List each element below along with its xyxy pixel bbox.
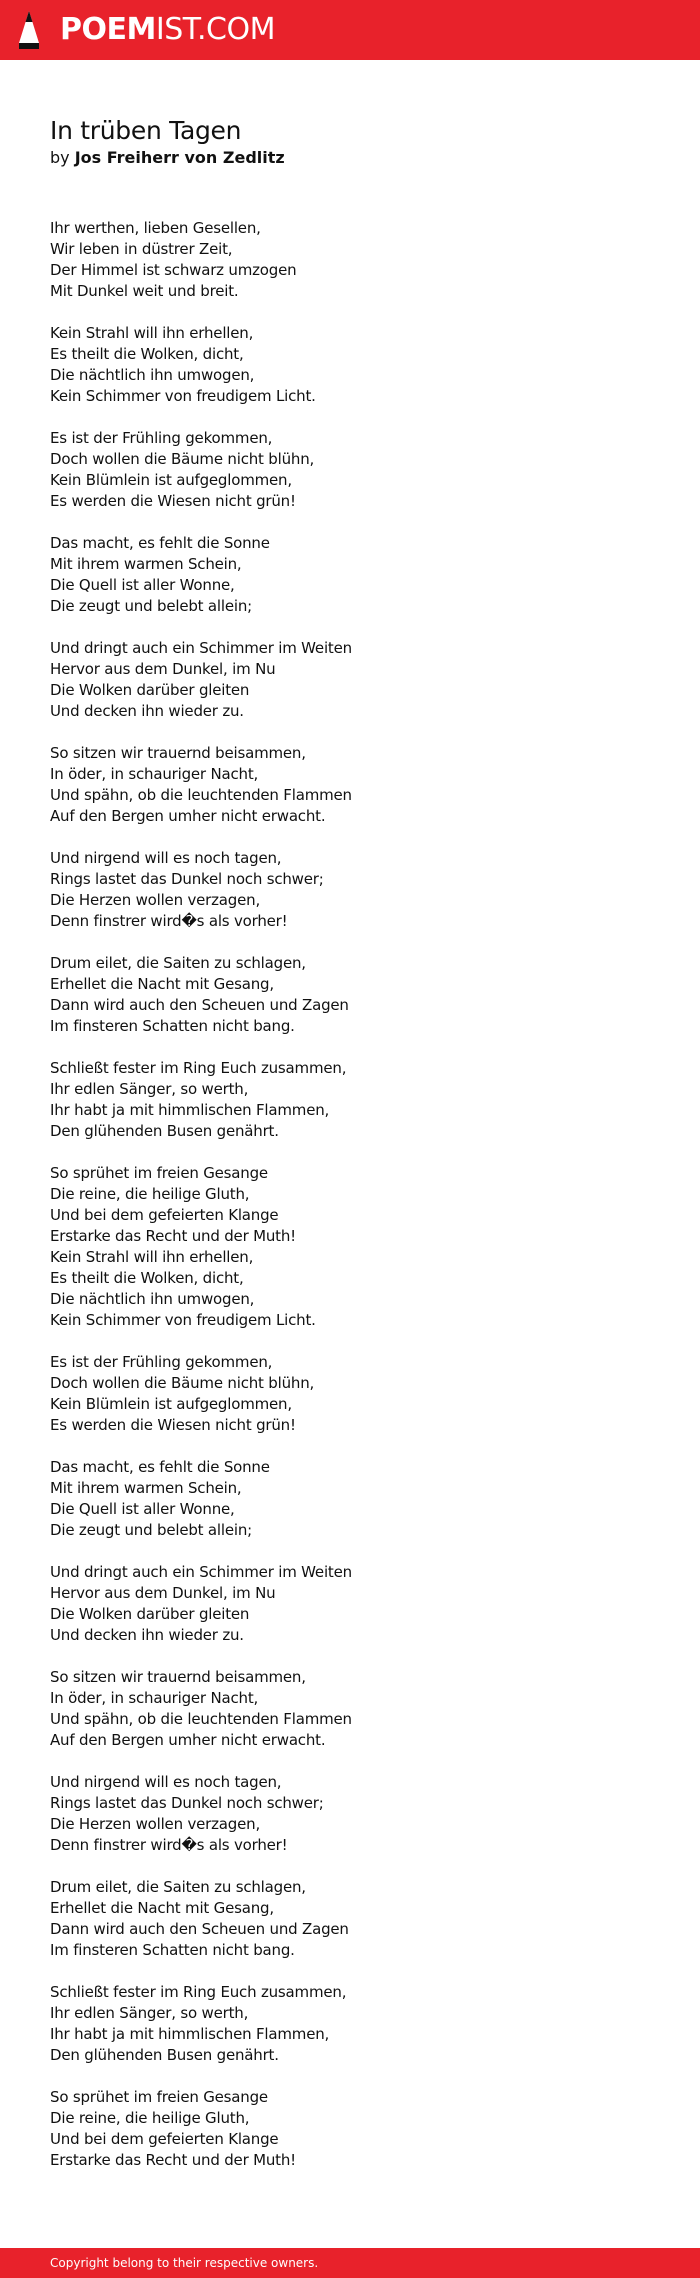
- poem-line: Kein Blümlein ist aufgeglommen,: [50, 1395, 292, 1413]
- site-header: [0, 0, 700, 60]
- poem-line: Die Wolken darüber gleiten: [50, 1605, 250, 1623]
- poem-line: Die zeugt und belebt allein;: [50, 1521, 252, 1539]
- poem-stanza: [50, 1562, 650, 1646]
- poem-stanza: [50, 218, 650, 302]
- poem-line: Es werden die Wiesen nicht grün!: [50, 492, 296, 510]
- poem-line: Denn finstrer wird�s als vorher!: [50, 912, 288, 930]
- poem-line: Drum eilet, die Saiten zu schlagen,: [50, 1878, 306, 1896]
- poem-line: Kein Schimmer von freudigem Licht.: [50, 1311, 316, 1329]
- logo-regular-text: IST.COM: [155, 12, 275, 47]
- poem-line: Dann wird auch den Scheuen und Zagen: [50, 996, 349, 1014]
- poem-stanza: [50, 1667, 650, 1751]
- poem-line: Mit ihrem warmen Schein,: [50, 555, 242, 573]
- poem-line: Den glühenden Busen genährt.: [50, 2046, 279, 2064]
- poem-line: Und dringt auch ein Schimmer im Weiten: [50, 1563, 352, 1581]
- poem-line: Drum eilet, die Saiten zu schlagen,: [50, 954, 306, 972]
- poem-author: Jos Freiherr von Zedlitz: [74, 148, 285, 167]
- poem-stanza: [50, 638, 650, 722]
- poem-line: Es theilt die Wolken, dicht,: [50, 1269, 244, 1287]
- poem-line: Und nirgend will es noch tagen,: [50, 1773, 282, 1791]
- poem-line: Die nächtlich ihn umwogen,: [50, 366, 255, 384]
- poem-line: Mit Dunkel weit und breit.: [50, 282, 239, 300]
- poem-stanza: [50, 533, 650, 617]
- poem-line: Die Quell ist aller Wonne,: [50, 576, 235, 594]
- poem-line: Hervor aus dem Dunkel, im Nu: [50, 1584, 276, 1602]
- poem-line: Doch wollen die Bäume nicht blühn,: [50, 450, 315, 468]
- poem-line: Den glühenden Busen genährt.: [50, 1122, 279, 1140]
- poem-line: Im finsteren Schatten nicht bang.: [50, 1017, 295, 1035]
- poem-line: Kein Blümlein ist aufgeglommen,: [50, 471, 292, 489]
- poem-line: Doch wollen die Bäume nicht blühn,: [50, 1374, 315, 1392]
- poem-line: Hervor aus dem Dunkel, im Nu: [50, 660, 276, 678]
- poem-line: Die Herzen wollen verzagen,: [50, 891, 261, 909]
- poem-line: So sitzen wir trauernd beisammen,: [50, 744, 306, 762]
- poem-stanza: [50, 323, 650, 407]
- poem-byline: [50, 146, 285, 170]
- poem-line: In öder, in schauriger Nacht,: [50, 765, 259, 783]
- poem-line: Der Himmel ist schwarz umzogen: [50, 261, 297, 279]
- byline-prefix: by: [50, 148, 70, 167]
- poem-line: Erstarke das Recht und der Muth!: [50, 1227, 296, 1245]
- logo-bold-text: POEM: [60, 12, 156, 47]
- poem-line: Das macht, es fehlt die Sonne: [50, 1458, 270, 1476]
- poem-line: Erstarke das Recht und der Muth!: [50, 2151, 296, 2169]
- poem-line: Die Wolken darüber gleiten: [50, 681, 250, 699]
- poem-stanza: [50, 1982, 650, 2066]
- poem-stanza: [50, 428, 650, 512]
- poem-line: Es ist der Frühling gekommen,: [50, 1353, 273, 1371]
- poem-stanza: [50, 1163, 650, 1247]
- poem-line: Im finsteren Schatten nicht bang.: [50, 1941, 295, 1959]
- poem-line: Rings lastet das Dunkel noch schwer;: [50, 870, 324, 888]
- poem-line: Und bei dem gefeierten Klange: [50, 2130, 279, 2148]
- poem-line: Und dringt auch ein Schimmer im Weiten: [50, 639, 352, 657]
- poem-line: Ihr edlen Sänger, so werth,: [50, 2004, 249, 2022]
- poem-line: So sitzen wir trauernd beisammen,: [50, 1668, 306, 1686]
- poem-line: Und decken ihn wieder zu.: [50, 1626, 244, 1644]
- poem-line: Die reine, die heilige Gluth,: [50, 2109, 250, 2127]
- poem-line: So sprühet im freien Gesange: [50, 1164, 268, 1182]
- poem-line: Mit ihrem warmen Schein,: [50, 1479, 242, 1497]
- poem-line: Ihr edlen Sänger, so werth,: [50, 1080, 249, 1098]
- poem-title: In trüben Tagen: [50, 116, 242, 145]
- poem-line: Erhellet die Nacht mit Gesang,: [50, 1899, 274, 1917]
- poem-line: Schließt fester im Ring Euch zusammen,: [50, 1059, 347, 1077]
- poem-line: Auf den Bergen umher nicht erwacht.: [50, 807, 326, 825]
- poem-line: Schließt fester im Ring Euch zusammen,: [50, 1983, 347, 2001]
- poem-stanza: [50, 1772, 650, 1856]
- site-footer: [0, 2248, 700, 2278]
- poem-line: Und spähn, ob die leuchtenden Flammen: [50, 786, 352, 804]
- poem-line: Kein Schimmer von freudigem Licht.: [50, 387, 316, 405]
- poem-line: Die reine, die heilige Gluth,: [50, 1185, 250, 1203]
- poem-line: Die zeugt und belebt allein;: [50, 597, 252, 615]
- pencil-tip-icon[interactable]: [18, 10, 40, 50]
- poem-line: Die Quell ist aller Wonne,: [50, 1500, 235, 1518]
- poem-line: Die Herzen wollen verzagen,: [50, 1815, 261, 1833]
- poem-line: Wir leben in düstrer Zeit,: [50, 240, 233, 258]
- poem-stanza: [50, 743, 650, 827]
- poem-line: Und bei dem gefeierten Klange: [50, 1206, 279, 1224]
- poem-stanza: [50, 848, 650, 932]
- poem-line: Und spähn, ob die leuchtenden Flammen: [50, 1710, 352, 1728]
- poem-line: Ihr werthen, lieben Gesellen,: [50, 219, 261, 237]
- poem-line: Die nächtlich ihn umwogen,: [50, 1290, 255, 1308]
- poem-line: Dann wird auch den Scheuen und Zagen: [50, 1920, 349, 1938]
- poem-line: In öder, in schauriger Nacht,: [50, 1689, 259, 1707]
- poem-line: Es ist der Frühling gekommen,: [50, 429, 273, 447]
- poem-line: So sprühet im freien Gesange: [50, 2088, 268, 2106]
- poem-line: Ihr habt ja mit himmlischen Flammen,: [50, 2025, 330, 2043]
- poem-line: Und decken ihn wieder zu.: [50, 702, 244, 720]
- poem-stanza: [50, 1877, 650, 1961]
- poem-line: Erhellet die Nacht mit Gesang,: [50, 975, 274, 993]
- poem-stanza: [50, 1352, 650, 1436]
- poem-line: Auf den Bergen umher nicht erwacht.: [50, 1731, 326, 1749]
- poem-line: Das macht, es fehlt die Sonne: [50, 534, 270, 552]
- poem-body: [50, 218, 650, 2192]
- poem-line: Und nirgend will es noch tagen,: [50, 849, 282, 867]
- poem-line: Rings lastet das Dunkel noch schwer;: [50, 1794, 324, 1812]
- poem-stanza: [50, 2087, 650, 2171]
- copyright-text: Copyright belong to their respective owners.: [50, 2256, 319, 2270]
- poem-line: Kein Strahl will ihn erhellen,: [50, 1248, 254, 1266]
- poem-stanza: [50, 953, 650, 1037]
- poem-line: Ihr habt ja mit himmlischen Flammen,: [50, 1101, 330, 1119]
- poem-line: Es theilt die Wolken, dicht,: [50, 345, 244, 363]
- poem-line: Kein Strahl will ihn erhellen,: [50, 324, 254, 342]
- poem-stanza: [50, 1457, 650, 1541]
- poem-stanza: [50, 1247, 650, 1331]
- poem-stanza: [50, 1058, 650, 1142]
- poem-line: Denn finstrer wird�s als vorher!: [50, 1836, 288, 1854]
- site-logo[interactable]: [60, 11, 275, 49]
- poem-line: Es werden die Wiesen nicht grün!: [50, 1416, 296, 1434]
